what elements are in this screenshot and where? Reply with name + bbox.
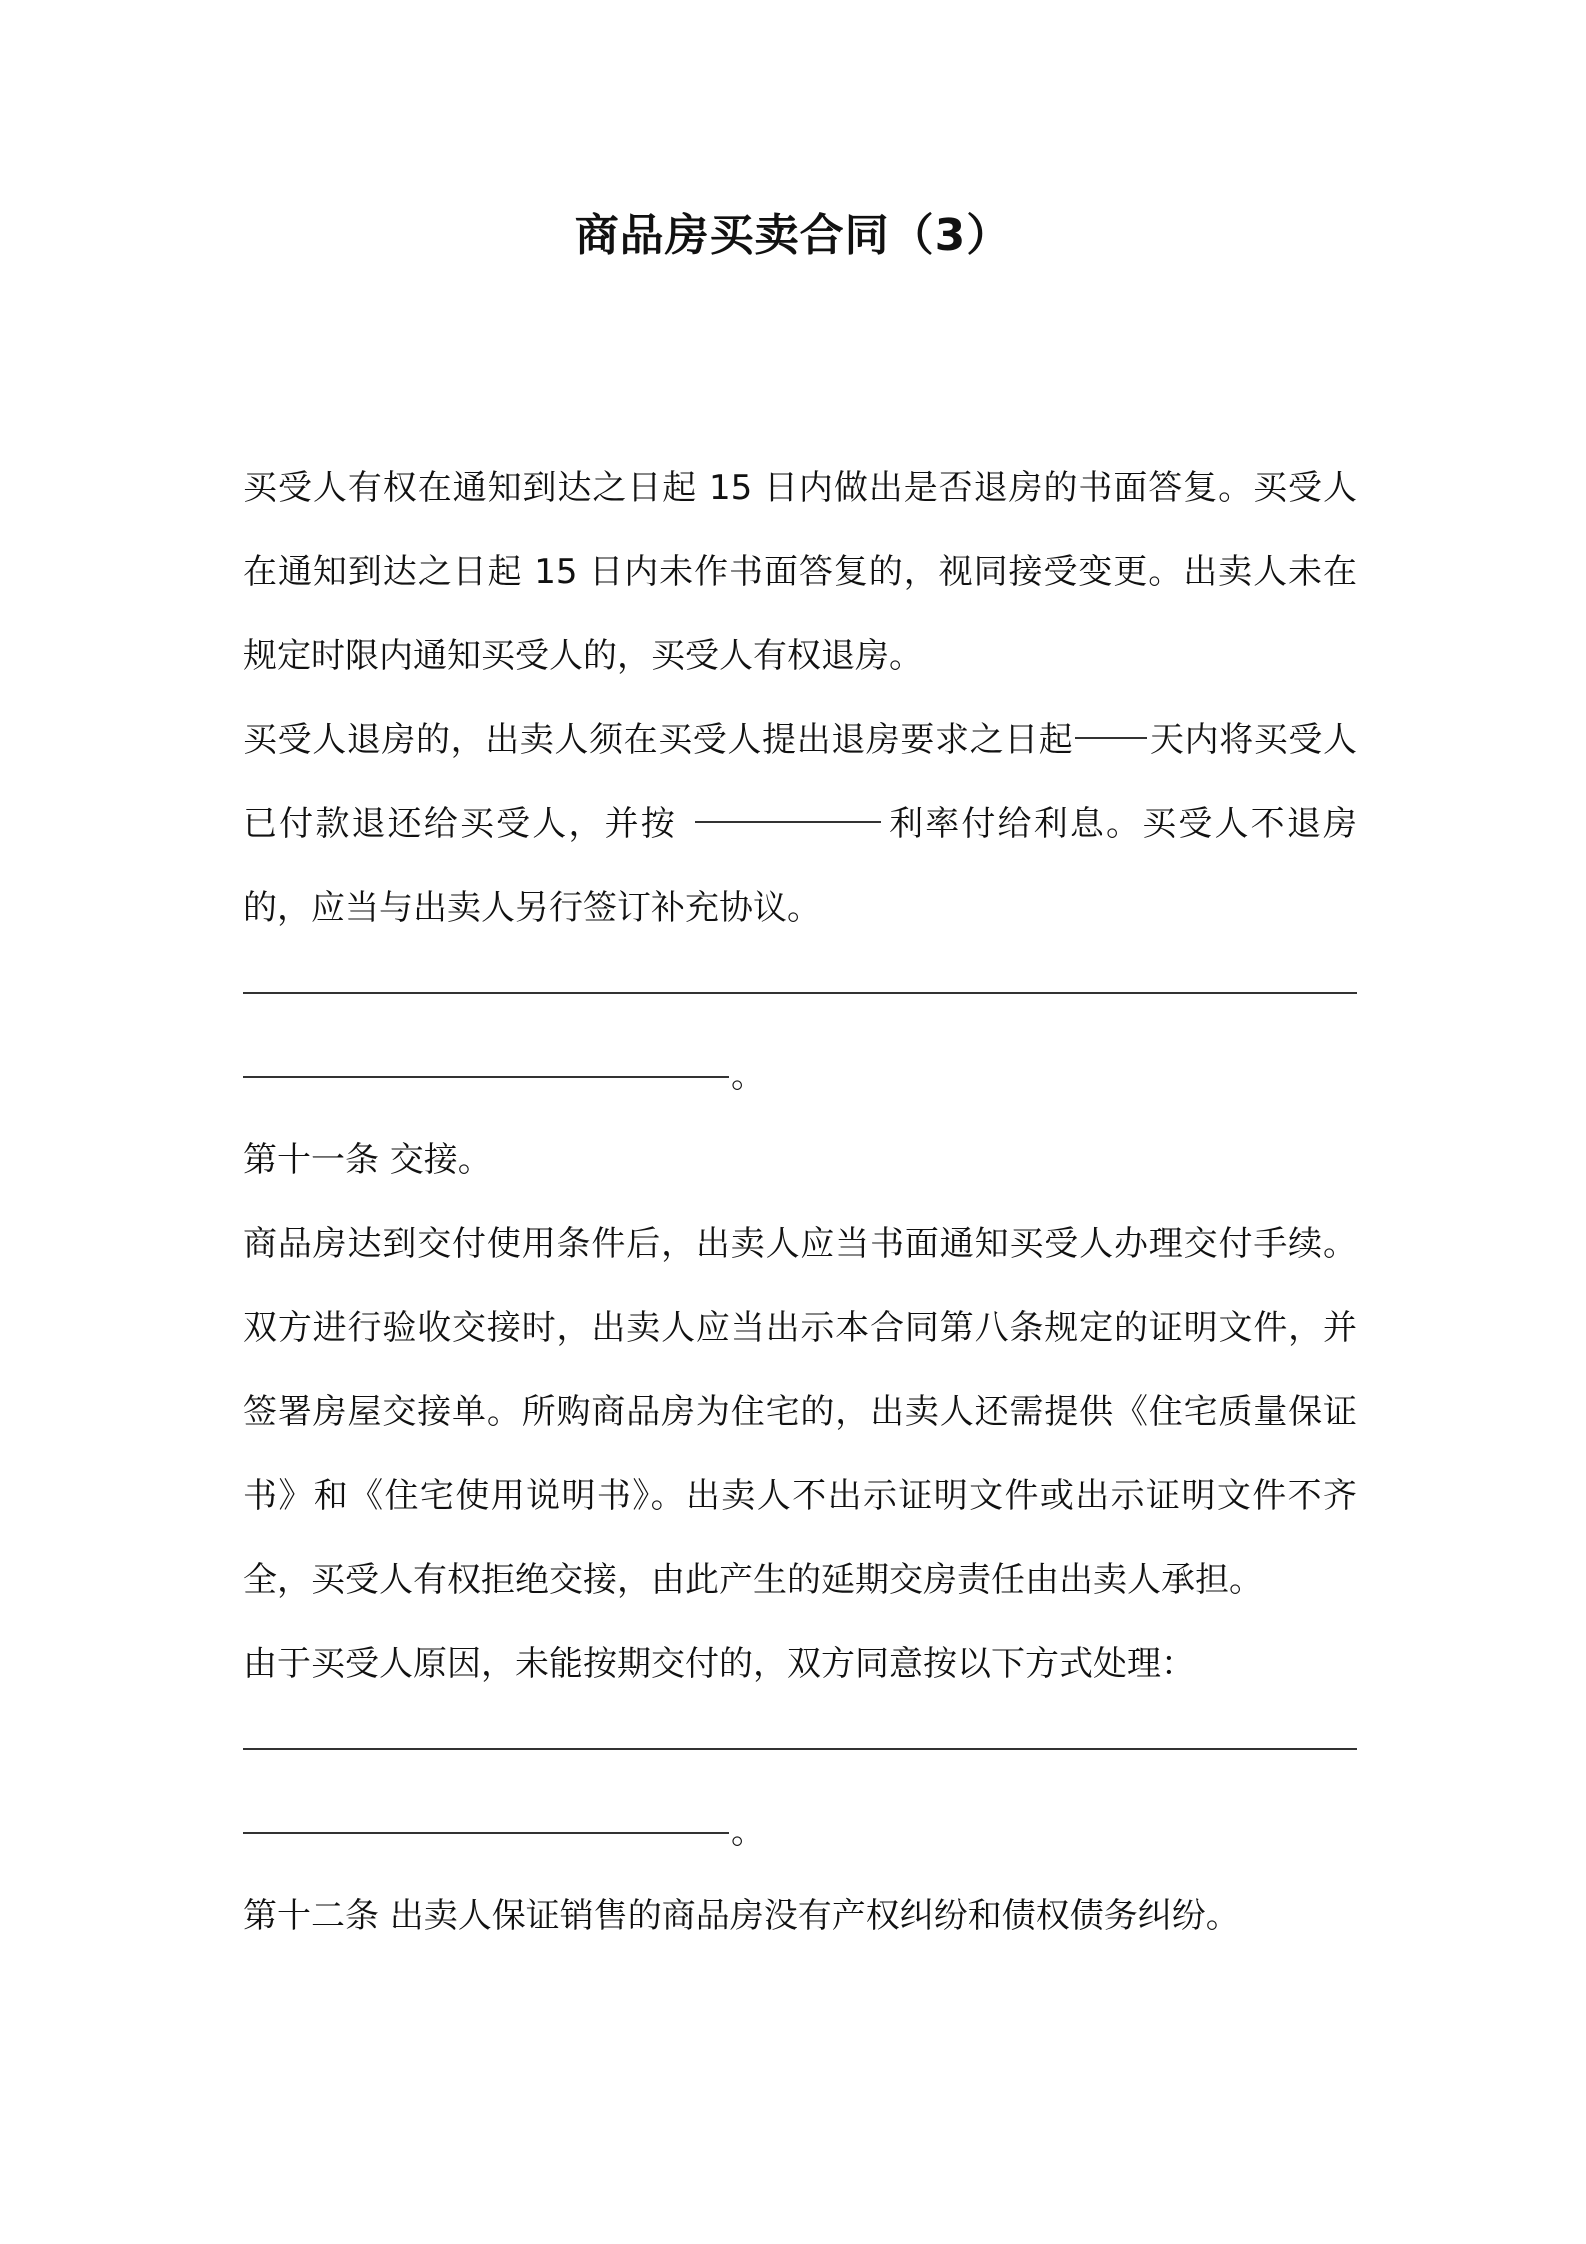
article-11-paragraph-2: 由于买受人原因，未能按期交付的，双方同意按以下方式处理： <box>243 1644 1195 1684</box>
paragraph-reply-period: 买受人有权在通知到达之日起 15 日内做出是否退房的书面答复。买受人在通知到达之日起 15 日内未作书面答复的，视同接受变更。出卖人未在规定时限内通知买受人的，买受人有权退房。 <box>243 468 1357 676</box>
article-12: 第十二条 出卖人保证销售的商品房没有产权纠纷和债权债务纠纷。 <box>243 1896 1240 1936</box>
underline <box>243 1076 729 1078</box>
blank-line-1 <box>243 950 1357 1034</box>
refund-text-part-2: 天内将买受人已付款退还给买受人，并按 <box>243 720 1358 844</box>
document-body <box>243 446 1357 1958</box>
refund-text-part-1: 买受人退房的，出卖人须在买受人提出退房要求之日起 <box>243 720 1074 760</box>
paragraph-refund <box>243 698 1357 950</box>
underline <box>243 1748 1357 1750</box>
blank-line-3 <box>243 1706 1357 1790</box>
document-title: 商品房买卖合同（3） <box>574 210 1012 261</box>
blank-interest-rate <box>695 820 881 823</box>
underline <box>243 1832 729 1834</box>
blank-line-4 <box>243 1790 1357 1874</box>
blank-line-2 <box>243 1034 1357 1118</box>
period: 。 <box>731 1812 765 1852</box>
underline <box>243 992 1357 994</box>
period: 。 <box>731 1056 765 1096</box>
article-11-paragraph-1: 商品房达到交付使用条件后，出卖人应当书面通知买受人办理交付手续。双方进行验收交接时，出卖人应当出示本合同第八条规定的证明文件，并签署房屋交接单。所购商品房为住宅的，出卖人还需提供《住宅质量保证书》和《住宅使用说明书》。出卖人不出示证明文件或出示证明文件不齐全，买受人有权拒绝交接，由此产生的延期交房责任由出卖人承担。 <box>243 1224 1357 1600</box>
refund-text-part-3: 利率付给利息。买受人不退房的，应当与出卖人另行签订补充协议。 <box>243 804 1358 928</box>
blank-days <box>1075 736 1147 739</box>
article-11-heading: 第十一条 交接。 <box>243 1140 492 1180</box>
